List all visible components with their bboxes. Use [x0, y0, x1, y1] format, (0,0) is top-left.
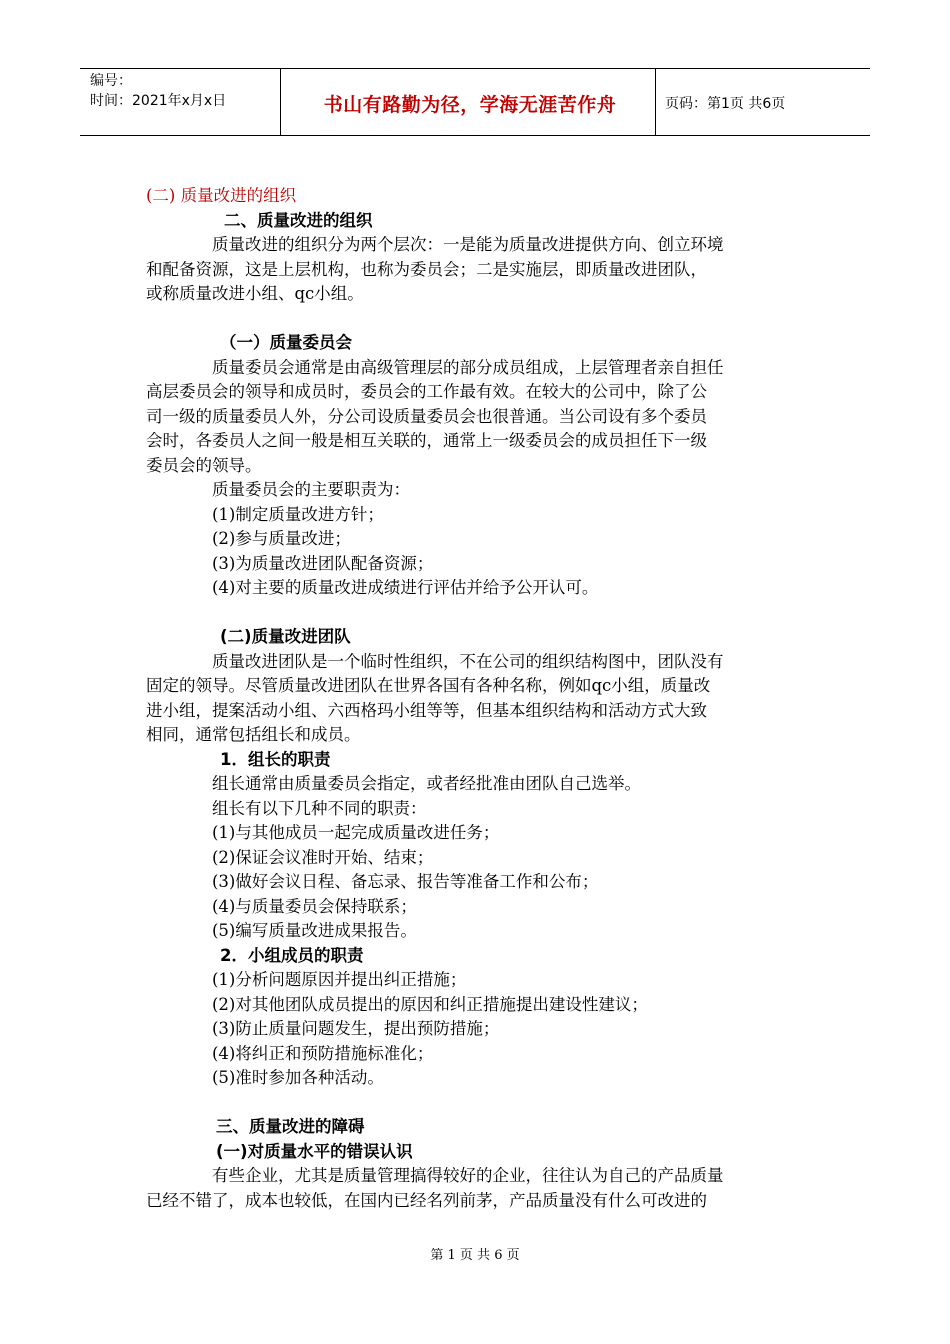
- heading-member: 2．小组成员的职责: [220, 945, 364, 965]
- heading-leader: 1．组长的职责: [220, 749, 331, 769]
- section-red-title: (二) 质量改进的组织: [146, 186, 297, 205]
- list-item: (3)做好会议日程、备忘录、报告等准备工作和公布；: [212, 872, 599, 891]
- paragraph-line: 和配备资源，这是上层机构，也称为委员会；二是实施层，即质量改进团队，: [146, 259, 707, 279]
- list-item: (2)对其他团队成员提出的原因和纠正措施提出建设性建议；: [212, 994, 648, 1014]
- list-item: (4)与质量委员会保持联系；: [212, 896, 417, 916]
- paragraph-line: 组长通常由质量委员会指定，或者经批准由团队自己选举。: [212, 774, 641, 793]
- list-item: (4)将纠正和预防措施标准化；: [212, 1043, 434, 1063]
- list-item: (4)对主要的质量改进成绩进行评估并给予公开认可。: [212, 578, 599, 597]
- list-item: (1)与其他成员一起完成质量改进任务；: [212, 823, 500, 842]
- paragraph-line: 相同，通常包括组长和成员。: [146, 725, 361, 744]
- duties-intro: 质量委员会的主要职责为：: [212, 480, 410, 499]
- header-divider: [655, 69, 656, 135]
- header-divider: [280, 69, 281, 135]
- paragraph-line: 委员会的领导。: [146, 455, 262, 475]
- document-body: [146, 184, 812, 1213]
- paragraph-line: 会时，各委员人之间一般是相互关联的，通常上一级委员会的成员担任下一级: [146, 431, 707, 450]
- list-item: (2)参与质量改进；: [212, 529, 351, 548]
- paragraph-line: 质量改进的组织分为两个层次：一是能为质量改进提供方向、创立环境: [212, 235, 724, 254]
- document-header: [80, 68, 870, 136]
- paragraph-line: 质量改进团队是一个临时性组织，不在公司的组织结构图中，团队没有: [212, 651, 724, 671]
- heading-misconception: (一)对质量水平的错误认识: [216, 1141, 413, 1161]
- paragraph-line: 固定的领导。尽管质量改进团队在世界各国有各种名称，例如qc小组，质量改: [146, 676, 711, 695]
- code-label: 编号：: [90, 73, 132, 89]
- list-item: (2)保证会议准时开始、结束；: [212, 847, 434, 867]
- heading-obstacles: 三、质量改进的障碍: [216, 1117, 365, 1136]
- paragraph-line: 质量委员会通常是由高级管理层的部分成员组成，上层管理者亲自担任: [212, 357, 724, 377]
- header-motto: 书山有路勤为径，学海无涯苦作舟: [323, 93, 617, 116]
- list-item: (1)制定质量改进方针；: [212, 504, 384, 524]
- page-footer: 第 1 页 共 6 页: [430, 1248, 520, 1263]
- list-item: (5)准时参加各种活动。: [212, 1068, 384, 1087]
- paragraph-line: 高层委员会的领导和成员时，委员会的工作最有效。在较大的公司中，除了公: [146, 382, 707, 401]
- heading-team: (二)质量改进团队: [220, 627, 351, 646]
- heading-organization: 二、质量改进的组织: [224, 210, 373, 230]
- paragraph-line: 或称质量改进小组、qc小组。: [146, 284, 364, 303]
- list-item: (1)分析问题原因并提出纠正措施；: [212, 970, 467, 989]
- list-item: (3)防止质量问题发生，提出预防措施；: [212, 1019, 500, 1038]
- paragraph-line: 有些企业，尤其是质量管理搞得较好的企业，往往认为自己的产品质量: [212, 1166, 724, 1185]
- header-meta: [90, 71, 226, 111]
- header-page-info: 页码：第1页 共6页: [665, 96, 786, 112]
- heading-committee: （一）质量委员会: [220, 333, 352, 352]
- list-item: (5)编写质量改进成果报告。: [212, 921, 417, 940]
- paragraph-line: 组长有以下几种不同的职责：: [212, 798, 427, 818]
- paragraph-line: 已经不错了，成本也较低，在国内已经名列前茅，产品质量没有什么可改进的: [146, 1190, 707, 1210]
- paragraph-line: 进小组，提案活动小组、六西格玛小组等等，但基本组织结构和活动方式大致: [146, 700, 707, 720]
- list-item: (3)为质量改进团队配备资源；: [212, 553, 434, 573]
- time-label: 时间：2021年x月x日: [90, 93, 227, 109]
- paragraph-line: 司一级的质量委员人外，分公司设质量委员会也很普通。当公司设有多个委员: [146, 406, 707, 426]
